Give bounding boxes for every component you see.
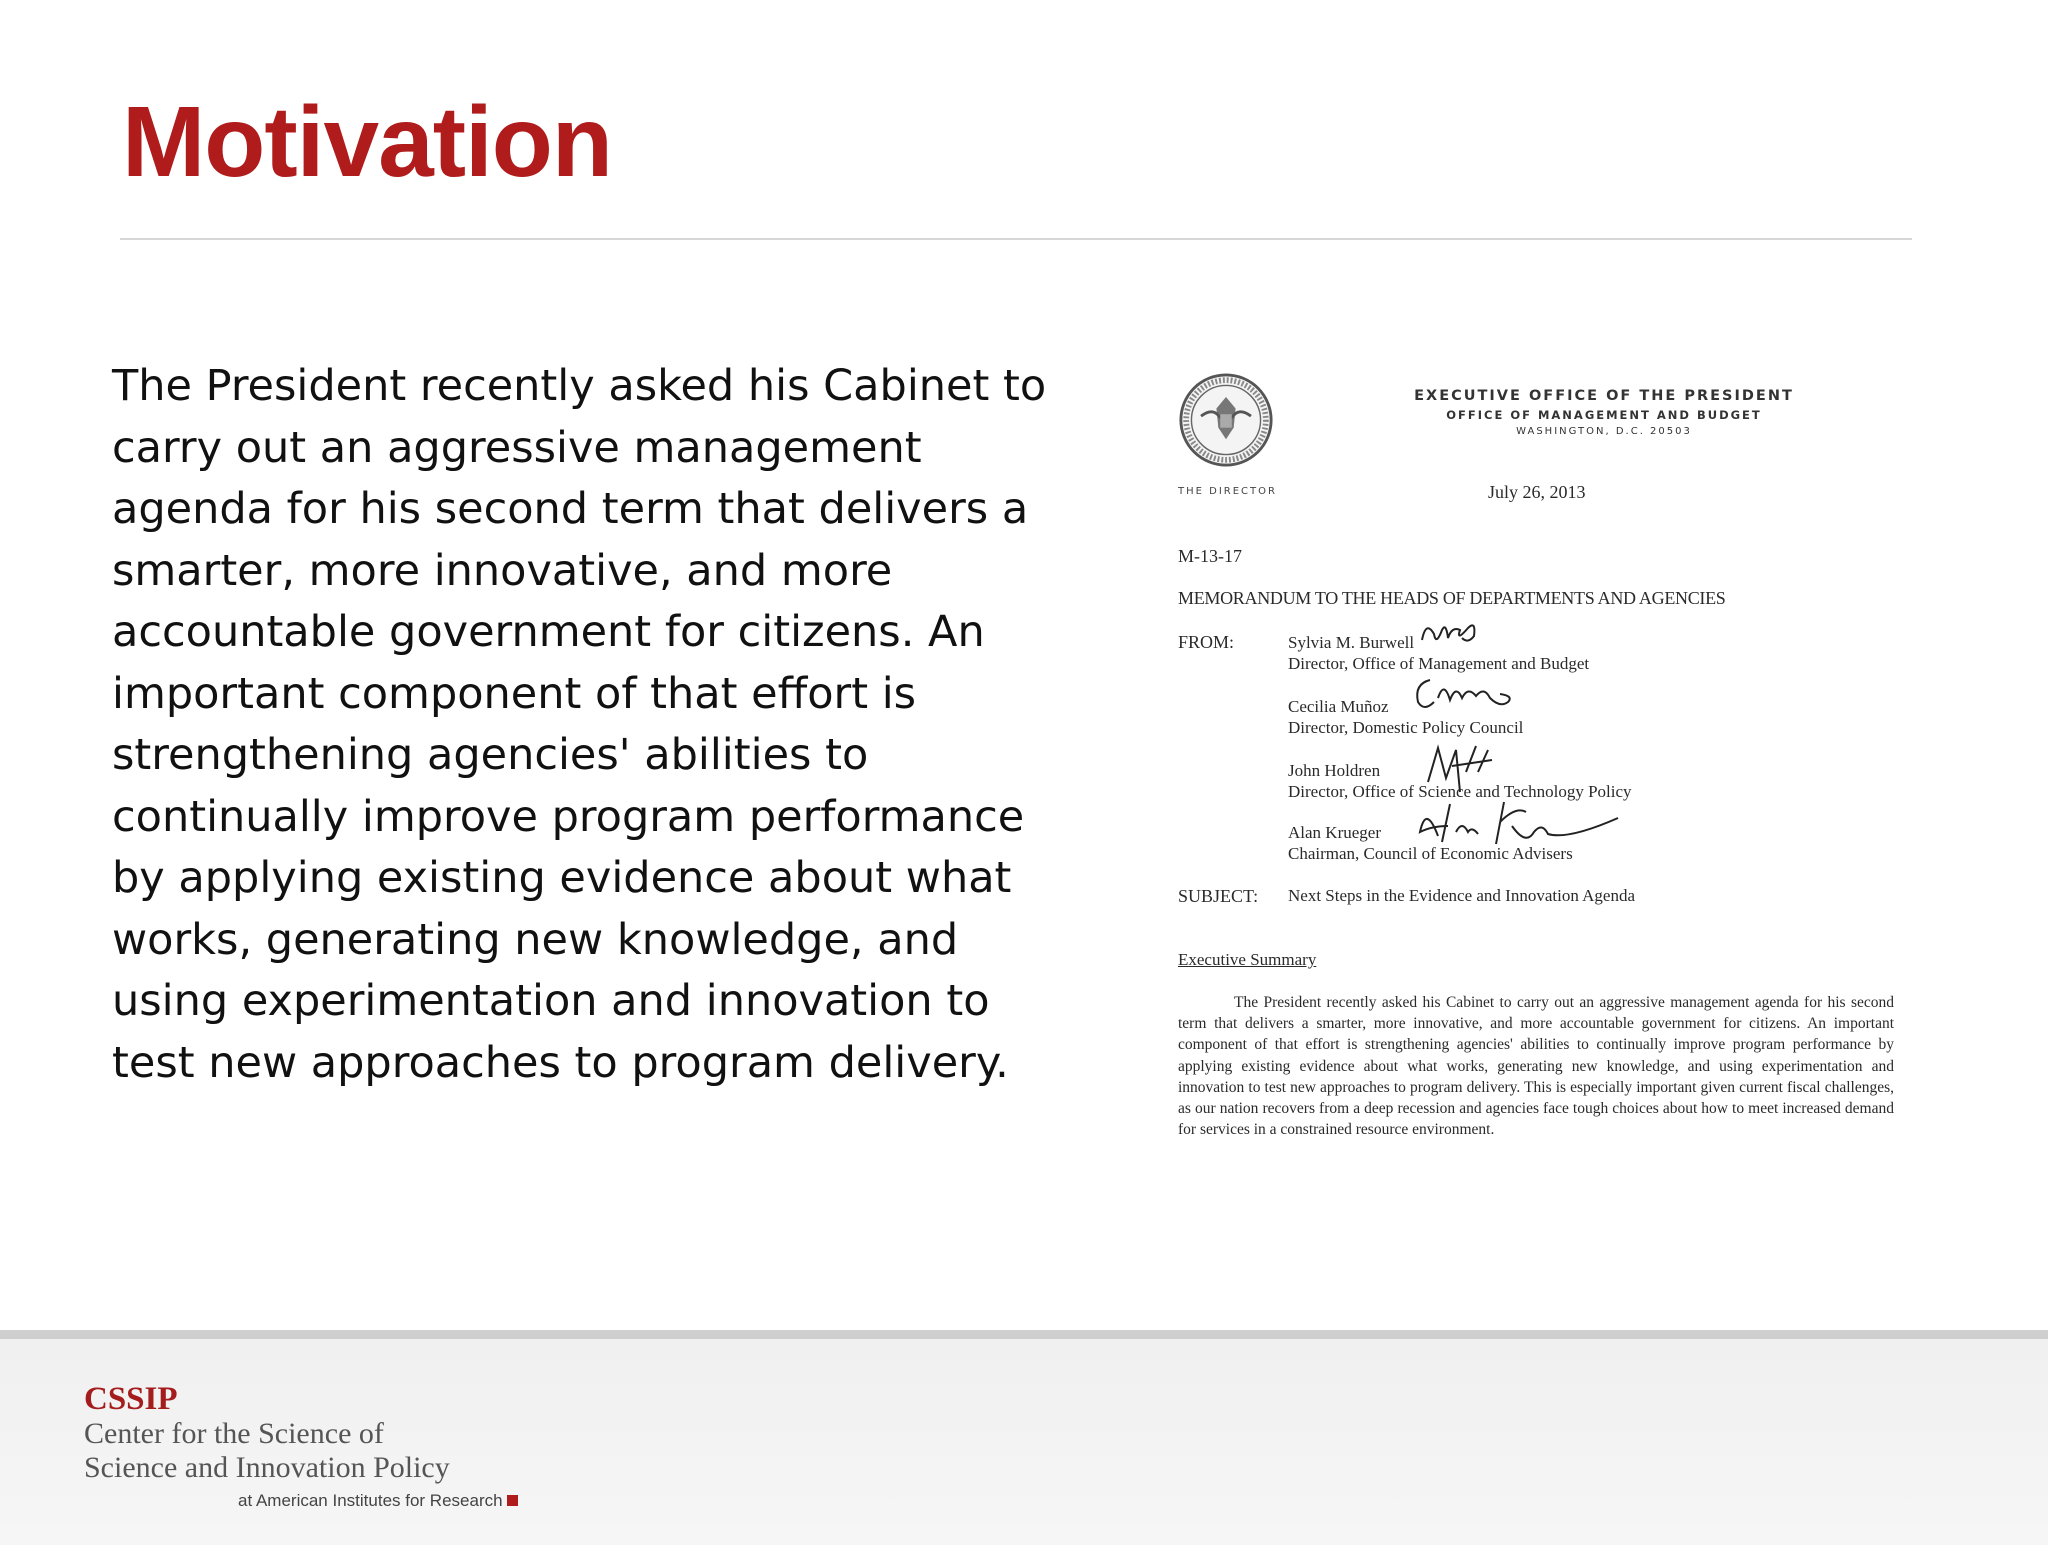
signature-krueger bbox=[1408, 796, 1628, 856]
cssip-logo bbox=[84, 1381, 518, 1511]
memo-number: M-13-17 bbox=[1178, 546, 1242, 566]
signer-name: John Holdren bbox=[1288, 761, 1381, 780]
memo-subject: Next Steps in the Evidence and Innovation Agenda bbox=[1288, 886, 1635, 905]
memo-date: July 26, 2013 bbox=[1488, 482, 1586, 502]
memo-heading: MEMORANDUM TO THE HEADS OF DEPARTMENTS AND AGENCIES bbox=[1178, 588, 1726, 608]
letterhead-line3: WASHINGTON, D.C. 20503 bbox=[1516, 426, 1692, 437]
logo-square-icon bbox=[507, 1495, 518, 1506]
memo-subject-label: SUBJECT: bbox=[1178, 886, 1259, 906]
logo-mark: CSSIP bbox=[84, 1381, 178, 1417]
memo-letterhead bbox=[1354, 386, 1854, 440]
logo-line1: Center for the Science of bbox=[84, 1417, 384, 1450]
presidential-seal-icon bbox=[1178, 372, 1274, 468]
signer-title: Director, Office of Management and Budget bbox=[1288, 654, 1590, 673]
title-divider bbox=[120, 238, 1912, 240]
signature-burwell bbox=[1416, 616, 1486, 652]
signer-title: Director, Domestic Policy Council bbox=[1288, 718, 1524, 737]
slide-title: Motivation bbox=[122, 86, 612, 198]
body-paragraph: The President recently asked his Cabinet to carry out an aggressive management agenda for his second term that delivers a smarter, more innovative, and more accountable government for citizens. An important component of that effort is strengthening agencies' abilities to continually improve program performance by applying existing evidence about what works, generating new knowledge, and using experimentation and innovation to test new approaches to program delivery. bbox=[112, 361, 1047, 1088]
logo-subline bbox=[238, 1491, 518, 1511]
signer-name: Alan Krueger bbox=[1288, 823, 1381, 842]
letterhead-line1: EXECUTIVE OFFICE OF THE PRESIDENT bbox=[1414, 388, 1794, 404]
letterhead-line2: OFFICE OF MANAGEMENT AND BUDGET bbox=[1446, 408, 1762, 422]
logo-line2: Science and Innovation Policy bbox=[84, 1451, 450, 1484]
memo-image bbox=[1164, 356, 1904, 1176]
memo-director-label: THE DIRECTOR bbox=[1178, 486, 1277, 497]
memo-exec-summary-body: The President recently asked his Cabinet to carry out an aggressive management agenda for his second term that delivers a smarter, more innovative, and more accountable government for citizens. An important component of that effort is strengthening agencies' abilities to continually improve program performance by applying existing evidence about what works, generating new knowledge, and using experimentation and innovation to test new approaches to program delivery. This is especially important given current fiscal challenges, as our nation recovers from a deep recession and agencies face tough choices about how to meet increased demand for services in a constrained resource environment. bbox=[1178, 994, 1894, 1139]
signer-title: Director, Office of Science and Technology Policy bbox=[1288, 782, 1632, 801]
signer-name: Cecilia Muñoz bbox=[1288, 697, 1389, 716]
signature-holdren bbox=[1422, 742, 1502, 798]
logo-sub-text: at American Institutes for Research bbox=[238, 1491, 503, 1510]
signer-title: Chairman, Council of Economic Advisers bbox=[1288, 844, 1573, 863]
footer-bar bbox=[0, 1330, 2048, 1545]
memo-exec-summary-heading: Executive Summary bbox=[1178, 950, 1317, 969]
memo-from-label: FROM: bbox=[1178, 632, 1235, 652]
signer-name: Sylvia M. Burwell bbox=[1288, 633, 1415, 652]
signature-munoz bbox=[1410, 672, 1520, 718]
